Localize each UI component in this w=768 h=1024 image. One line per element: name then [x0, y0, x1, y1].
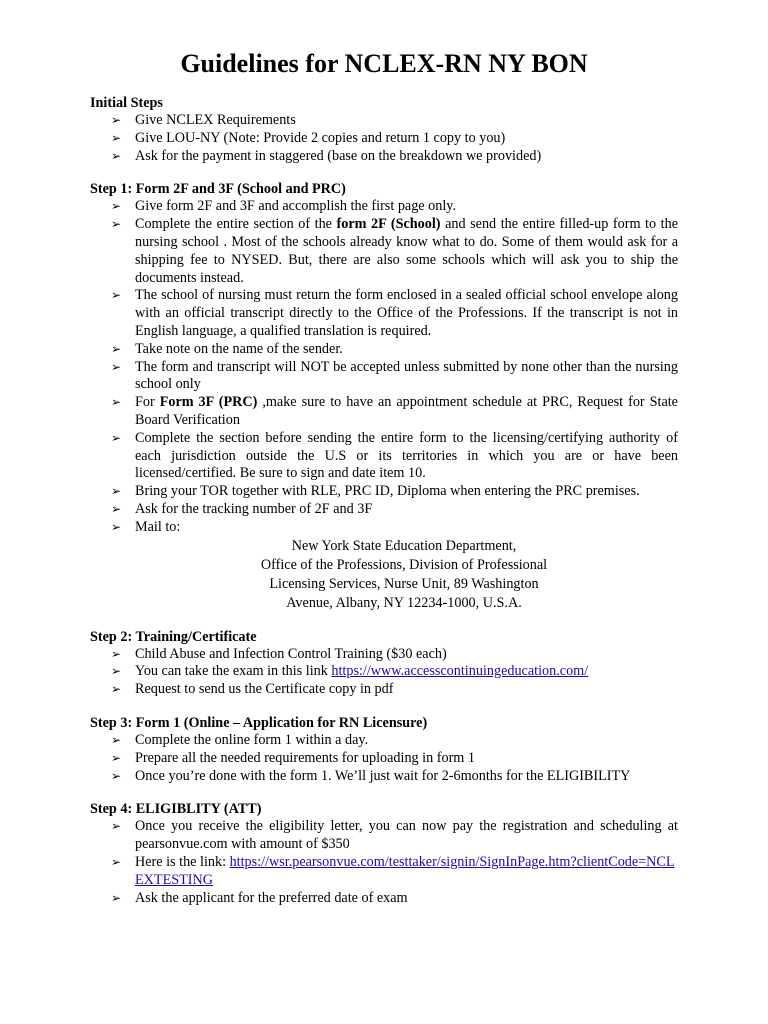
arrow-bullet-icon: ➢ — [111, 750, 122, 765]
arrow-bullet-icon: ➢ — [111, 113, 122, 127]
list-item: ➢ Give form 2F and 3F and accomplish the first page only. — [111, 198, 456, 215]
arrow-bullet-icon: ➢ — [111, 359, 122, 374]
list-item: ➢ Ask for the tracking number of 2F and 3F — [111, 500, 373, 517]
list-item: ➢ Complete the entire section of the form 2F (School) and send the entire filled-up form to the nursing school . Most of the schools already know what to do. Some of them would ask for a shipping fee to NYSED. But, there are also some schools which will ask you to ship the documents instead. — [111, 216, 678, 286]
bold-form-label: Form 3F (PRC) — [159, 394, 258, 411]
mailing-address — [90, 537, 678, 613]
arrow-bullet-icon: ➢ — [111, 519, 122, 534]
arrow-bullet-icon: ➢ — [111, 664, 122, 679]
arrow-bullet-icon: ➢ — [111, 484, 122, 499]
list-item: ➢ You can take the exam in this link https://www.accesscontinuingeducation.com/ — [111, 663, 589, 680]
arrow-bullet-icon: ➢ — [111, 768, 122, 783]
list-item: ➢ Mail to: — [111, 518, 181, 535]
arrow-bullet-icon: ➢ — [111, 341, 122, 356]
arrow-bullet-icon: ➢ — [111, 130, 122, 145]
list-item: ➢ Ask the applicant for the preferred date of exam — [111, 889, 408, 906]
arrow-bullet-icon: ➢ — [111, 646, 122, 661]
address-line: Office of the Professions, Division of Professional — [260, 556, 548, 573]
list-item: ➢ Once you receive the eligibility letter, you can now pay the registration and scheduling at pearsonvue.com with amount of $350 — [111, 818, 678, 853]
list-item: ➢ Request to send us the Certificate copy in pdf — [111, 681, 394, 698]
address-line: Licensing Services, Nurse Unit, 89 Washington — [269, 575, 539, 592]
arrow-bullet-icon: ➢ — [111, 217, 122, 232]
list-item: ➢ Give NCLEX Requirements — [111, 112, 296, 128]
item-list — [90, 198, 678, 536]
list-item: ➢ Bring your TOR together with RLE, PRC ID, Diploma when entering the PRC premises. — [111, 483, 640, 500]
arrow-bullet-icon: ➢ — [111, 199, 122, 214]
section-heading: Step 1: Form 2F and 3F (School and PRC) — [90, 181, 346, 198]
address-line: New York State Education Department, — [291, 537, 517, 554]
address-line: Avenue, Albany, NY 12234-1000, U.S.A. — [286, 594, 522, 611]
pearsonvue-signin-link[interactable]: https://wsr.pearsonvue.com/testtaker/signin/SignInPage.htm?clientCode=NCLEXTESTING — [135, 853, 675, 888]
item-list — [90, 646, 678, 699]
arrow-bullet-icon: ➢ — [111, 890, 122, 905]
section-step-4 — [90, 800, 678, 907]
section-step-1 — [90, 180, 678, 612]
list-item: ➢ Prepare all the needed requirements for uploading in form 1 — [111, 749, 475, 766]
item-list — [90, 732, 678, 785]
arrow-bullet-icon: ➢ — [111, 288, 122, 303]
arrow-bullet-icon: ➢ — [111, 732, 122, 747]
list-item: ➢ Take note on the name of the sender. — [111, 340, 343, 357]
arrow-bullet-icon: ➢ — [111, 819, 122, 834]
list-item: ➢ The school of nursing must return the form enclosed in a sealed official school envelope along with an official transcript directly to the Office of the Professions. If the transcript is not in English language, a qualified translation is required. — [111, 287, 678, 339]
section-heading: Initial Steps — [90, 95, 163, 111]
arrow-bullet-icon: ➢ — [111, 395, 122, 410]
list-item: ➢ Complete the online form 1 within a day. — [111, 731, 369, 748]
item-list — [90, 818, 678, 907]
section-step-2 — [90, 628, 678, 699]
item-list — [90, 112, 678, 165]
section-heading: Step 2: Training/Certificate — [90, 628, 257, 645]
list-item: ➢ Child Abuse and Infection Control Training ($30 each) — [111, 645, 447, 662]
section-heading: Step 3: Form 1 (Online – Application for RN Licensure) — [90, 714, 428, 731]
list-item: ➢ The form and transcript will NOT be accepted unless submitted by none other than the nursing school only — [111, 358, 678, 393]
arrow-bullet-icon: ➢ — [111, 854, 122, 869]
arrow-bullet-icon: ➢ — [111, 682, 122, 697]
arrow-bullet-icon: ➢ — [111, 148, 122, 163]
list-item: ➢ Ask for the payment in staggered (base on the breakdown we provided) — [111, 147, 542, 164]
list-item: ➢ For Form 3F (PRC) ,make sure to have an appointment schedule at PRC, Request for State Board Verification — [111, 394, 678, 428]
list-item: ➢ Here is the link: https://wsr.pearsonvue.com/testtaker/signin/SignInPage.htm?clientCode=NCLEXTESTING — [111, 853, 675, 888]
list-item: ➢ Give LOU-NY (Note: Provide 2 copies and return 1 copy to you) — [111, 129, 506, 146]
section-initial-steps — [90, 94, 678, 165]
list-item: ➢ Complete the section before sending the entire form to the licensing/certifying authority of each jurisdiction outside the U.S or its territories in which you are or have been licensed/certified. Be sure to sign and date item 10. — [111, 429, 678, 482]
arrow-bullet-icon: ➢ — [111, 501, 122, 516]
page-title: Guidelines for NCLEX-RN NY BON — [180, 49, 588, 78]
list-item: ➢ Once you’re done with the form 1. We’ll just wait for 2-6months for the ELIGIBILITY — [111, 767, 631, 784]
section-heading: Step 4: ELIGIBLITY (ATT) — [90, 801, 262, 818]
section-step-3 — [90, 714, 678, 785]
arrow-bullet-icon: ➢ — [111, 430, 122, 445]
bold-form-label: form 2F (School) — [336, 216, 441, 233]
access-continuing-education-link[interactable]: https://www.accesscontinuingeducation.com/ — [331, 663, 589, 680]
